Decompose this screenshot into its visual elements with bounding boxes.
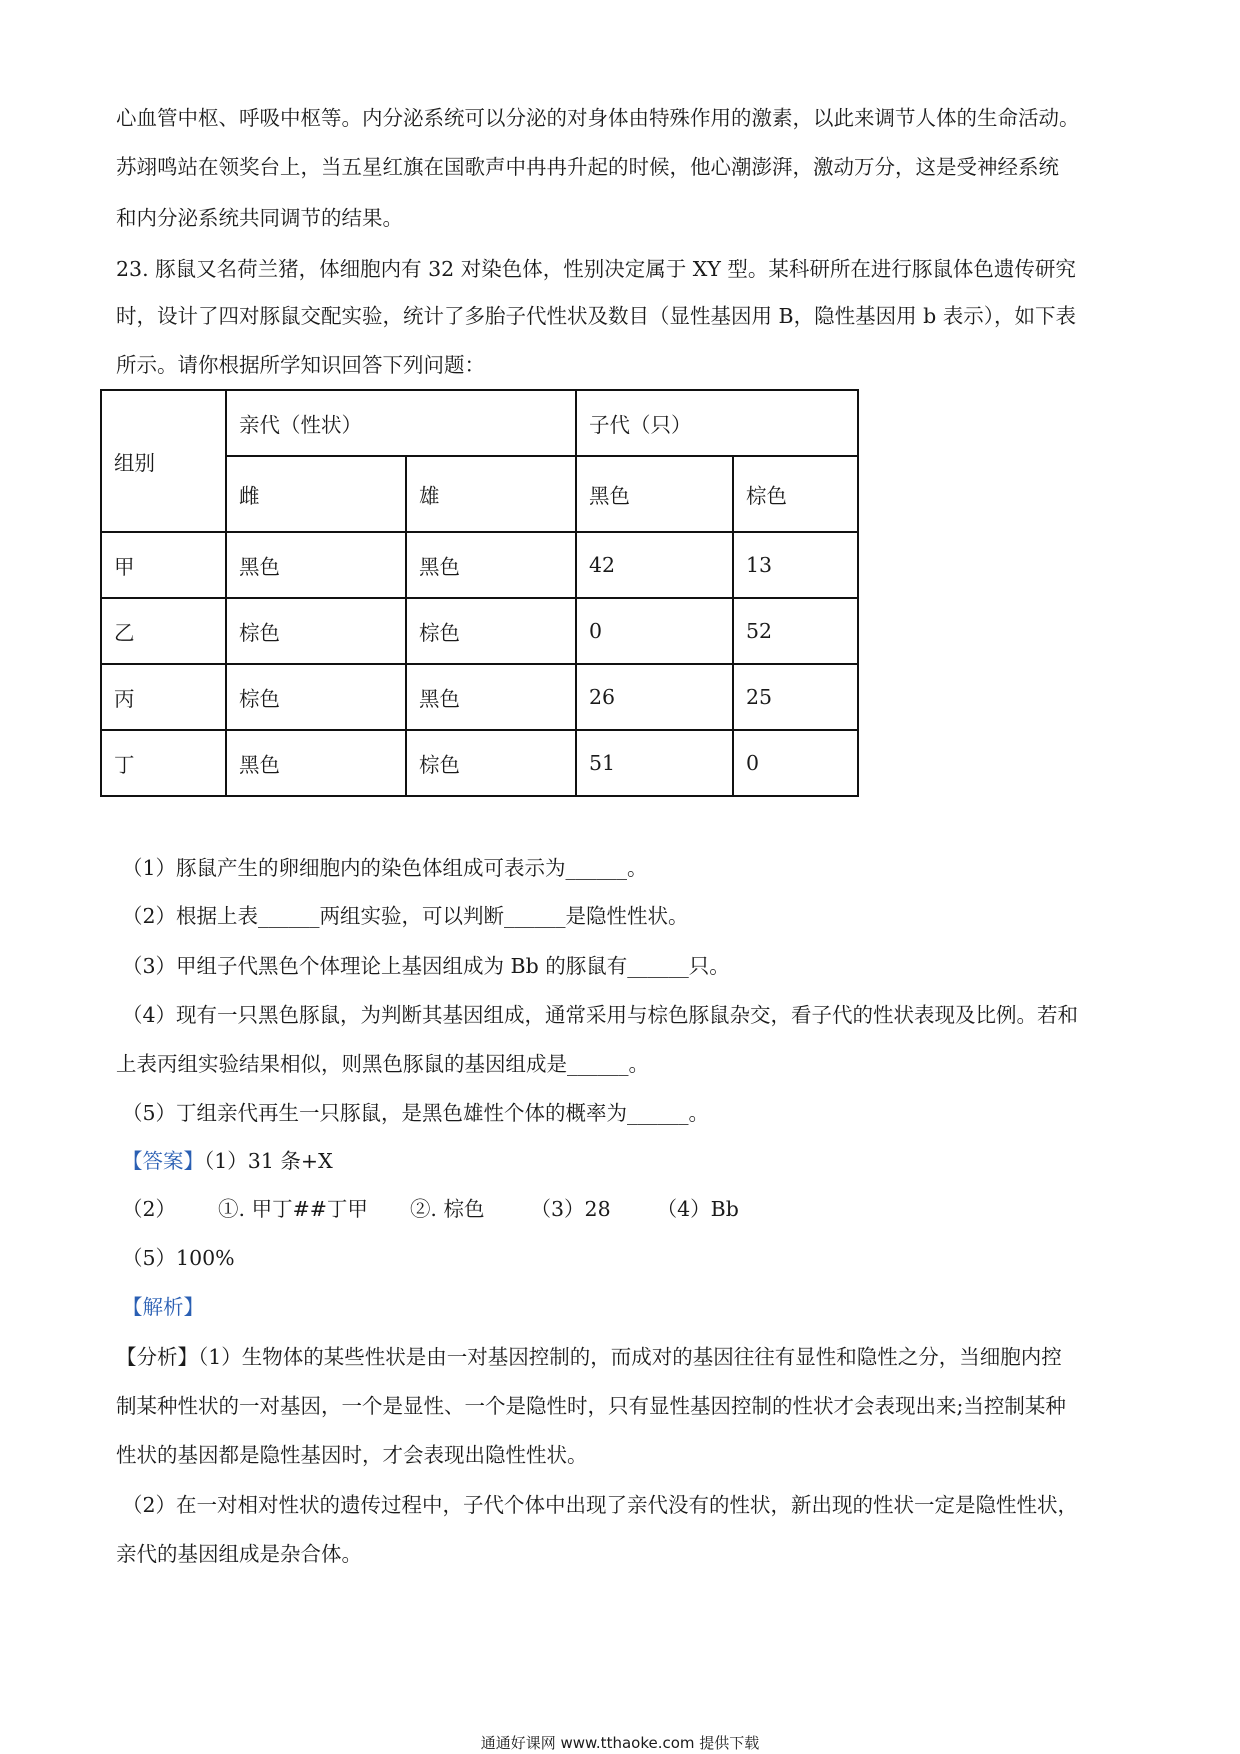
- footer-text: 通通好课网 www.tthaoke.com 提供下载: [480, 1734, 760, 1752]
- analysis-line: 亲代的基因组成是杂合体。: [116, 1542, 362, 1566]
- table-row: [101, 664, 858, 730]
- table-row: [101, 730, 858, 796]
- answer-line-2: [122, 1194, 739, 1224]
- answer-tag: 【答案】: [122, 1149, 204, 1173]
- group-header: 组别: [101, 390, 226, 532]
- intro-line: 心血管中枢、呼吸中枢等。内分泌系统可以分泌的对身体由特殊作用的激素，以此来调节人体的生命活动。: [116, 106, 1080, 130]
- table-row: [101, 532, 858, 598]
- table-cell: 0: [576, 598, 733, 664]
- sub-header-female: 雌: [226, 456, 406, 532]
- table-cell: 黑色: [406, 664, 576, 730]
- table-cell: 0: [733, 730, 858, 796]
- answer-2-label: （2）: [122, 1197, 177, 1221]
- table-cell: 13: [733, 532, 858, 598]
- table-cell: 黑色: [226, 532, 406, 598]
- sub-question-1: （1）豚鼠产生的卵细胞内的染色体组成可表示为______。: [122, 856, 648, 880]
- question-line: 所示。请你根据所学知识回答下列问题：: [116, 353, 485, 377]
- answer-2-part-2: ②. 棕色: [409, 1197, 485, 1221]
- table-cell: 25: [733, 664, 858, 730]
- genetics-table: [100, 389, 859, 797]
- question-line: 时，设计了四对豚鼠交配实验，统计了多胎子代性状及数目（显性基因用 B，隐性基因用 b 表示），如下表: [116, 304, 1076, 328]
- answer-4: （4）Bb: [656, 1197, 739, 1221]
- sub-question-4-cont: 上表丙组实验结果相似，则黑色豚鼠的基因组成是______。: [116, 1052, 649, 1076]
- table-cell: 棕色: [226, 598, 406, 664]
- sub-question-2: （2）根据上表______两组实验，可以判断______是隐性性状。: [122, 904, 689, 928]
- table-cell: 乙: [101, 598, 226, 664]
- table-cell: 丁: [101, 730, 226, 796]
- table-cell: 42: [576, 532, 733, 598]
- answer-3: （3）28: [530, 1197, 611, 1221]
- table-row: [101, 598, 858, 664]
- table-cell: 甲: [101, 532, 226, 598]
- table-cell: 51: [576, 730, 733, 796]
- answer-line-1: [122, 1146, 333, 1176]
- intro-line: 苏翊鸣站在领奖台上，当五星红旗在国歌声中冉冉升起的时候，他心潮澎湃，激动万分，这是受神经系统: [116, 155, 1059, 179]
- table-cell: 丙: [101, 664, 226, 730]
- question-line: 23. 豚鼠又名荷兰猪，体细胞内有 32 对染色体，性别决定属于 XY 型。某科研所在进行豚鼠体色遗传研究: [116, 257, 1076, 281]
- analysis-tag: 【解析】: [122, 1295, 204, 1319]
- table-cell: 棕色: [406, 598, 576, 664]
- sub-header-brown: 棕色: [733, 456, 858, 532]
- sub-header-male: 雄: [406, 456, 576, 532]
- analysis-line: 制某种性状的一对基因，一个是显性、一个是隐性时，只有显性基因控制的性状才会表现出来;当控制某种: [116, 1394, 1066, 1418]
- table-cell: 黑色: [406, 532, 576, 598]
- offspring-header: 子代（只）: [576, 390, 858, 456]
- answer-2-part-1: ①. 甲丁##丁甲: [218, 1197, 368, 1221]
- table-cell: 棕色: [406, 730, 576, 796]
- sub-header-black: 黑色: [576, 456, 733, 532]
- table-cell: 26: [576, 664, 733, 730]
- analysis-line: 性状的基因都是隐性基因时，才会表现出隐性性状。: [116, 1443, 588, 1467]
- answer-1: （1）31 条+X: [204, 1149, 333, 1173]
- analysis-line: （2）在一对相对性状的遗传过程中，子代个体中出现了亲代没有的性状，新出现的性状一定是隐性性状，: [122, 1493, 1079, 1517]
- sub-question-5: （5）丁组亲代再生一只豚鼠，是黑色雄性个体的概率为______。: [122, 1101, 710, 1125]
- table-cell: 棕色: [226, 664, 406, 730]
- analysis-line: 【分析】（1）生物体的某些性状是由一对基因控制的，而成对的基因往往有显性和隐性之分，当细胞内控: [116, 1345, 1062, 1369]
- intro-line: 和内分泌系统共同调节的结果。: [116, 206, 403, 230]
- table-cell: 52: [733, 598, 858, 664]
- parent-header: 亲代（性状）: [226, 390, 576, 456]
- sub-question-4: （4）现有一只黑色豚鼠，为判断其基因组成，通常采用与棕色豚鼠杂交，看子代的性状表现及比例。若和: [122, 1003, 1079, 1027]
- sub-question-3: （3）甲组子代黑色个体理论上基因组成为 Bb 的豚鼠有______只。: [122, 954, 730, 978]
- answer-5: （5）100%: [122, 1246, 235, 1270]
- table-cell: 黑色: [226, 730, 406, 796]
